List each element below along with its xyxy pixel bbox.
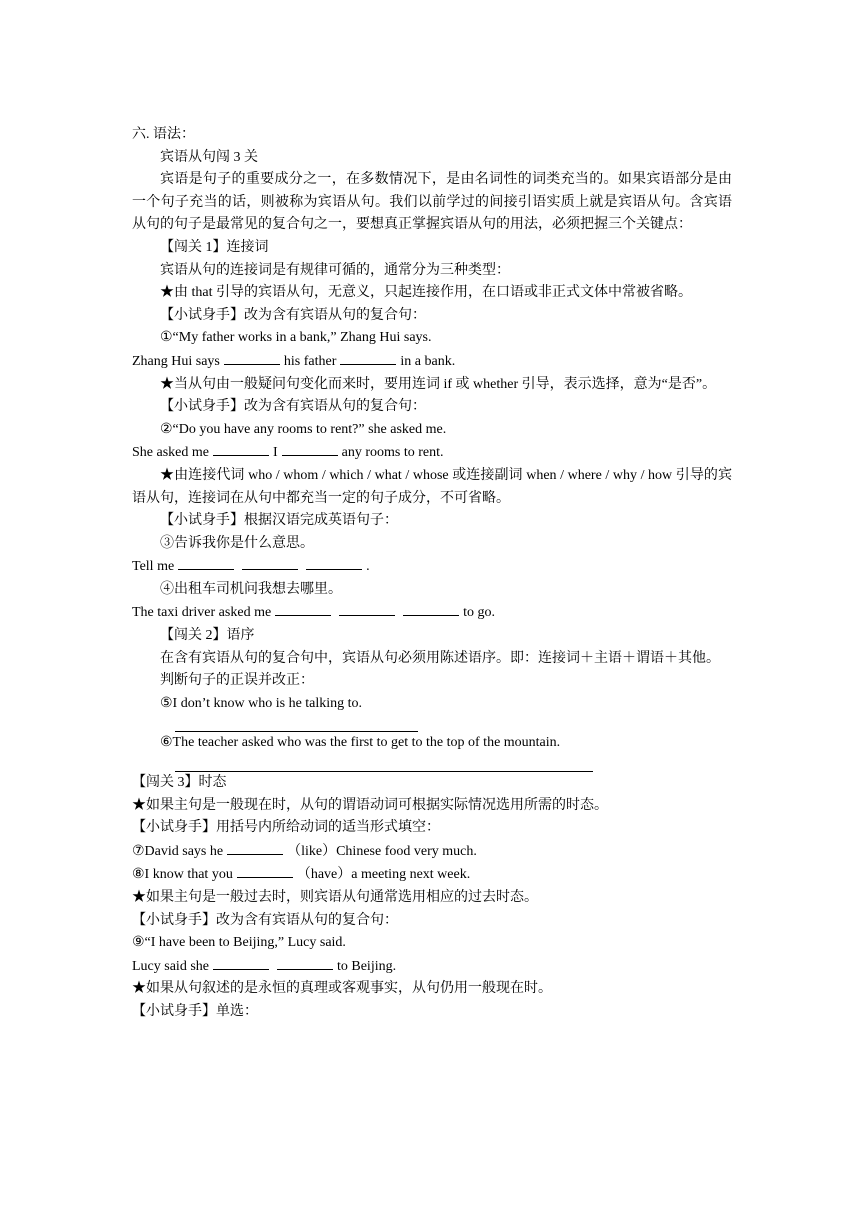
practice-heading: 【小试身手】用括号内所给动词的适当形式填空： <box>132 820 440 836</box>
blank[interactable] <box>340 350 396 365</box>
blank[interactable] <box>306 555 362 570</box>
blank[interactable] <box>277 955 333 970</box>
question-8: ⑧I know that you （have）a meeting next week. <box>132 863 732 887</box>
blank[interactable] <box>403 601 459 616</box>
blank[interactable] <box>227 840 283 855</box>
section-heading: 六. 语法： <box>132 127 195 142</box>
rule-if-whether: ★当从句由一般疑问句变化而来时，要用连词 if 或 whether 引导，表示选择，意为“是否”。 <box>160 376 717 392</box>
answer-9: Lucy said she to Beijing. <box>132 955 732 979</box>
rule-that: ★由 that 引导的宾语从句，无意义，只起连接作用，在口语或非正式文体中常被省略。 <box>160 285 692 301</box>
blank[interactable] <box>213 955 269 970</box>
blank[interactable] <box>275 601 331 616</box>
question-3: ③告诉我你是什么意思。 <box>160 535 314 551</box>
level-3-heading: 【闯关 3】时态 <box>132 775 227 791</box>
question-5: ⑤I don’t know who is he talking to. <box>160 695 363 711</box>
question-7: ⑦David says he （like）Chinese food very much. <box>132 840 732 864</box>
answer-1: Zhang Hui says his father in a bank. <box>132 350 732 374</box>
rule-truth: ★如果从句叙述的是永恒的真理或客观事实，从句仍用一般现在时。 <box>132 981 552 997</box>
question-1: ①“My father works in a bank,” Zhang Hui says. <box>160 330 432 346</box>
level-1-intro: 宾语从句的连接词是有规律可循的，通常分为三种类型： <box>160 262 510 278</box>
question-9: ⑨“I have been to Beijing,” Lucy said. <box>132 935 346 951</box>
word-order-rule: 在含有宾语从句的复合句中，宾语从句必须用陈述语序。即：连接词＋主语＋谓语＋其他。 <box>160 650 720 666</box>
topic-title: 宾语从句闯 3 关 <box>160 149 258 165</box>
blank[interactable] <box>242 555 298 570</box>
blank[interactable] <box>224 350 280 365</box>
level-1-heading: 【闯关 1】连接词 <box>160 239 269 255</box>
blank[interactable] <box>282 441 338 456</box>
intro-paragraph: 宾语是句子的重要成分之一，在多数情况下，是由名词性的词类充当的。如果宾语部分是由一个句子充当的话，则被称为宾语从句。我们以前学过的间接引语实质上就是宾语从句。含宾语从句的句子是最常见的复合句之一，要想真正掌握宾语从句的用法，必须把握三个关键点： <box>132 172 732 233</box>
answer-line[interactable] <box>175 755 593 772</box>
blank[interactable] <box>213 441 269 456</box>
question-2: ②“Do you have any rooms to rent?” she asked me. <box>160 421 447 437</box>
blank[interactable] <box>178 555 234 570</box>
blank[interactable] <box>237 863 293 878</box>
blank[interactable] <box>339 601 395 616</box>
practice-heading: 判断句子的正误并改正： <box>160 673 314 689</box>
practice-heading: 【小试身手】根据汉语完成英语句子： <box>160 513 398 529</box>
practice-heading: 【小试身手】改为含有宾语从句的复合句： <box>160 307 426 323</box>
practice-heading: 【小试身手】改为含有宾语从句的复合句： <box>132 912 398 928</box>
question-4: ④出租车司机问我想去哪里。 <box>160 581 342 597</box>
rule-connectives: ★由连接代词 who / whom / which / what / whose 或连接副词 when / where / why / how 引导的宾语从句，连接词在从句中都充当一定的句子成分，不可省略。 <box>132 467 732 506</box>
level-2-heading: 【闯关 2】语序 <box>160 628 255 644</box>
rule-present: ★如果主句是一般现在时，从句的谓语动词可根据实际情况选用所需的时态。 <box>132 797 608 813</box>
answer-3: Tell me . <box>132 555 732 579</box>
rule-past: ★如果主句是一般过去时，则宾语从句通常选用相应的过去时态。 <box>132 890 538 905</box>
answer-4: The taxi driver asked me to go. <box>132 601 732 625</box>
question-6: ⑥The teacher asked who was the first to get to the top of the mountain. <box>160 735 561 751</box>
answer-2: She asked me I any rooms to rent. <box>132 441 732 465</box>
answer-line[interactable] <box>175 715 418 732</box>
practice-heading: 【小试身手】改为含有宾语从句的复合句： <box>160 399 426 415</box>
document-page <box>132 124 732 1024</box>
practice-heading: 【小试身手】单选： <box>132 1003 258 1019</box>
